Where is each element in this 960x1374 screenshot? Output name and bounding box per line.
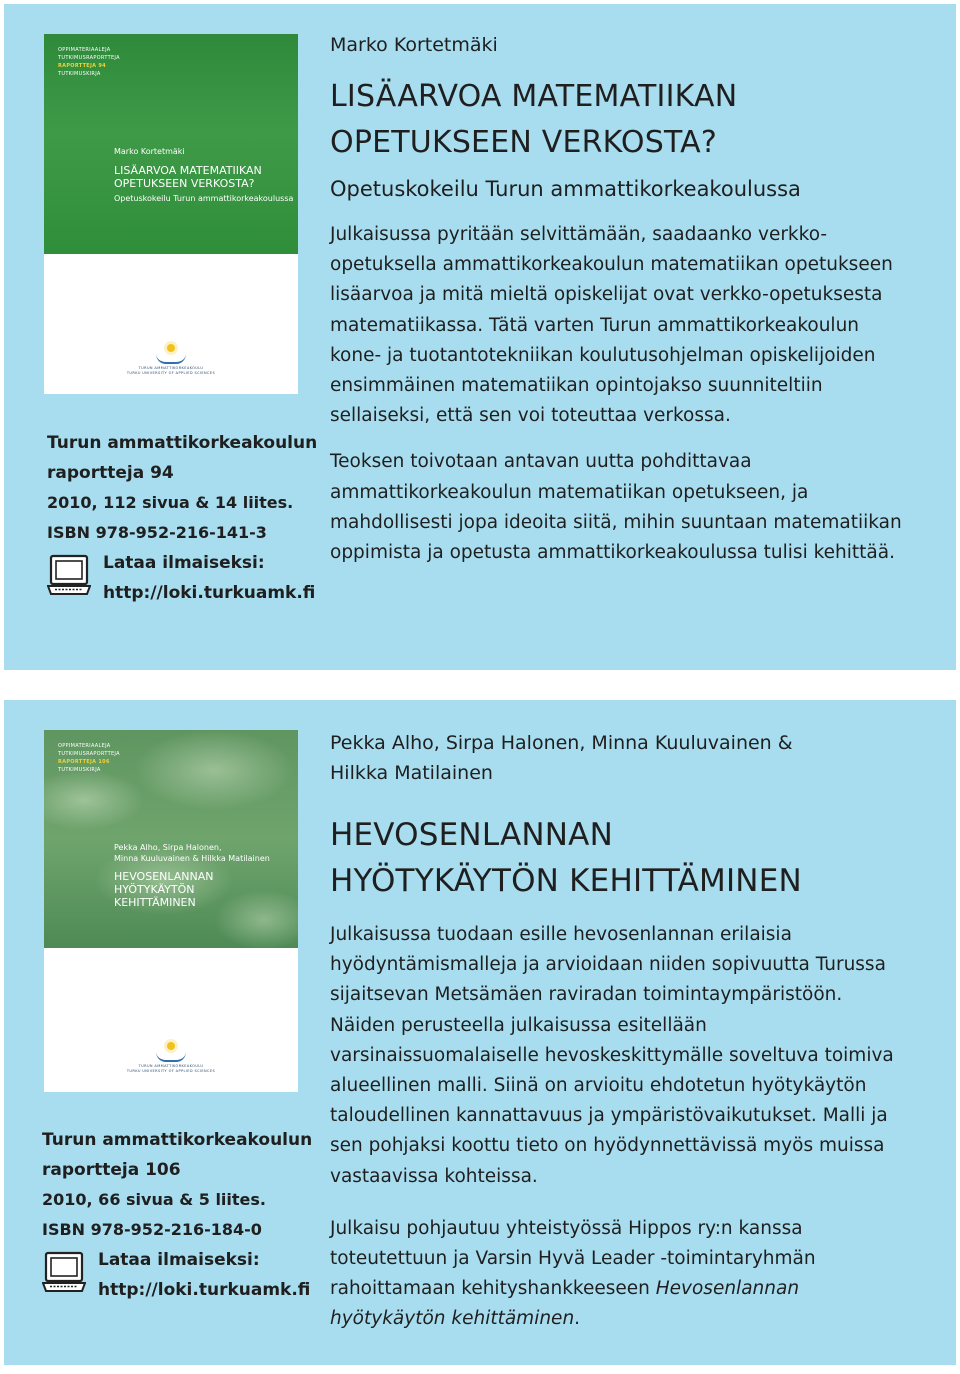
download-label: Lataa ilmaiseksi: <box>98 1250 260 1270</box>
publisher-name: Turun ammattikorkeakoulun <box>47 433 318 453</box>
description-paragraph: Julkaisussa tuodaan esille hevosenlannan erilaisia hyödyntämismalleja ja arvioidaan niiden sopivuutta Turussa sijaitsevan Metsämäen raviradan toimintaympäristöön. Näiden perusteella julkaisussa esitellään varsinaissuomalaiselle hevoskeskittymälle soveltuva toimiva alueellinen malli. Siinä on arvioitu ehdotetun hyötykäytön taloudellinen kannattavuus ja ympäristövaikutukset. Malli ja sen pohjaksi koottu tieto on hyödynnettävissä myös muissa vastaavissa kohteissa. <box>330 924 894 1187</box>
cover-author: Pekka Alho, Sirpa Halonen, <box>114 843 222 852</box>
isbn: ISBN 978-952-216-184-0 <box>42 1220 262 1239</box>
cover-image <box>44 34 298 254</box>
cover-subtitle: Opetuskokeilu Turun ammattikorkeakoulussa <box>114 194 294 203</box>
description-paragraph: Teoksen toivotaan antavan uutta pohdittavaa ammattikorkeakoulun matematiikan opetukseen, ja mahdollisesti jopa ideoita siitä, mihin suuntaan matematiikan oppimista ja opetusta ammattikorkeakoulussa tulisi kehittää. <box>330 451 902 564</box>
publisher-name: Turun ammattikorkeakoulun <box>42 1130 313 1150</box>
cover-series-list: OPPIMATERIAALEJA TUTKIMUSRAPORTTEJA RAPORTTEJA 94 TUTKIMUSKIRJA <box>58 47 120 77</box>
cover-image <box>44 730 298 948</box>
author: Marko Kortetmäki <box>330 34 498 56</box>
series-number: raportteja 94 <box>47 463 174 483</box>
book-title: LISÄARVOA MATEMATIIKAN OPETUKSEEN VERKOSTA? <box>330 79 738 160</box>
publication-details: 2010, 66 sivua & 5 liites. <box>42 1190 266 1209</box>
book-cover-2[interactable] <box>44 730 298 1092</box>
book-meta-1 <box>47 428 317 608</box>
cover-author: Minna Kuuluvainen & Hilkka Matilainen <box>114 854 270 863</box>
cover-title: HEVOSENLANNAN HYÖTYKÄYTÖN KEHITTÄMINEN <box>114 870 214 909</box>
book-meta-2 <box>42 1125 312 1305</box>
download-link[interactable]: http://loki.turkuamk.fi <box>98 1280 311 1300</box>
series-number: raportteja 106 <box>42 1160 181 1180</box>
description-paragraph: Julkaisussa pyritään selvittämään, saadaanko verkko-opetuksella ammattikorkeakoulun matematiikan opetukseen lisäarvoa ja mitä mieltä opiskelijat ovat verkko-opetuksesta matematiikassa. Tätä varten Turun ammattikorkeakoulun kone- ja tuotantotekniikan koulutusohjelman opiskelijoiden ensimmäinen matematiikan opintojakso suunniteltiin sellaiseksi, että sen voi toteuttaa verkossa. <box>330 224 893 427</box>
author: Pekka Alho, Sirpa Halonen, Minna Kuuluvainen & Hilkka Matilainen <box>330 732 793 784</box>
publication-details: 2010, 112 sivua & 14 liites. <box>47 493 294 512</box>
book-subtitle: Opetuskokeilu Turun ammattikorkeakoulussa <box>330 177 801 201</box>
sun-icon <box>167 1042 175 1050</box>
sun-icon <box>167 344 175 352</box>
publisher-logo: TURUN AMMATTIKORKEAKOULU TURKU UNIVERSITY OF APPLIED SCIENCES <box>121 344 221 376</box>
download-link[interactable]: http://loki.turkuamk.fi <box>103 583 316 603</box>
download-label: Lataa ilmaiseksi: <box>103 553 265 573</box>
description-paragraph: Julkaisu pohjautuu yhteistyössä Hippos ry:n kanssa toteutettuun ja Varsin Hyvä Leader -toimintaryhmän rahoittamaan kehityshankkeeseen Hevosenlannan hyötykäytön kehittäminen. <box>330 1217 816 1330</box>
book-description-2 <box>330 728 930 1335</box>
cover-author: Marko Kortetmäki <box>114 147 185 156</box>
isbn: ISBN 978-952-216-141-3 <box>47 523 267 542</box>
cover-series-list: OPPIMATERIAALEJA TUTKIMUSRAPORTTEJA RAPORTTEJA 106 TUTKIMUSKIRJA <box>58 743 120 773</box>
download-row <box>47 548 317 608</box>
book-description-1 <box>330 30 930 568</box>
book-cover-1[interactable] <box>44 34 298 394</box>
laptop-download-icon[interactable] <box>42 1251 86 1295</box>
book-title: HEVOSENLANNAN HYÖTYKÄYTÖN KEHITTÄMINEN <box>330 817 802 899</box>
download-row <box>42 1245 312 1305</box>
laptop-download-icon[interactable] <box>47 554 91 598</box>
cover-title: LISÄARVOA MATEMATIIKAN OPETUKSEEN VERKOSTA? <box>114 164 262 190</box>
project-name: Hevosenlannan hyötykäytön kehittäminen <box>330 1278 800 1330</box>
publisher-logo: TURUN AMMATTIKORKEAKOULU TURKU UNIVERSITY OF APPLIED SCIENCES <box>121 1042 221 1074</box>
